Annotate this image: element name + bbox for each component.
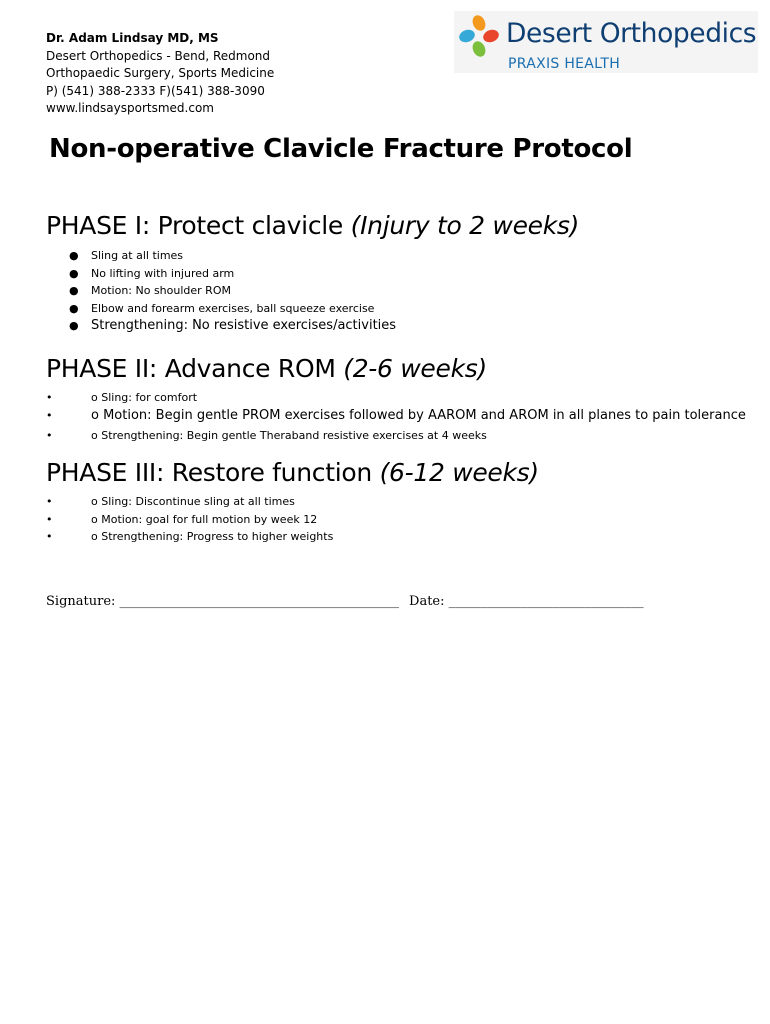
logo-cross-icon	[456, 13, 502, 59]
document-title: Non-operative Clavicle Fracture Protocol	[49, 134, 633, 164]
physician-name: Dr. Adam Lindsay MD, MS	[46, 31, 219, 45]
bullet-icon: ●	[69, 266, 79, 280]
list-item: • o Motion: goal for full motion by week 12	[46, 512, 318, 526]
phase-1-title: PHASE I: Protect clavicle	[46, 211, 351, 240]
logo-subtitle: PRAXIS HEALTH	[508, 56, 621, 72]
desert-orthopedics-logo	[454, 11, 758, 73]
bullet-icon: ●	[69, 284, 79, 297]
phase-3-list	[0, 495, 770, 548]
bullet-icon: ●	[69, 301, 79, 315]
phase-3-range: (6-12 weeks)	[379, 458, 539, 487]
phase-3-heading	[46, 458, 539, 487]
list-item: • o Strengthening: Begin gentle Theraband resistive exercises at 4 weeks	[46, 428, 487, 442]
list-item: ● Motion: No shoulder ROM	[69, 284, 231, 297]
list-item: ● Strengthening: No resistive exercises/activities	[69, 318, 397, 333]
list-item: • o Sling: Discontinue sling at all times	[46, 495, 295, 508]
phase-2-title: PHASE II: Advance ROM	[46, 354, 344, 383]
phase-1-list	[0, 249, 770, 339]
website-link[interactable]: www.lindsaysportsmed.com	[46, 101, 214, 115]
phase-1-range: (Injury to 2 weeks)	[350, 211, 580, 240]
contact-block	[46, 30, 274, 118]
list-item: • o Sling: for comfort	[46, 391, 198, 404]
logo-title: Desert Orthopedics	[506, 18, 757, 49]
phase-1-heading	[46, 211, 579, 240]
bullet-icon: •	[46, 530, 53, 543]
phone-fax: P) (541) 388-2333 F)(541) 388-3090	[46, 83, 265, 98]
list-item: ● Sling at all times	[69, 249, 184, 262]
practice-name: Desert Orthopedics - Bend, Redmond	[46, 48, 271, 63]
list-item: • o Strengthening: Progress to higher weights	[46, 530, 334, 543]
bullet-icon: •	[46, 512, 53, 526]
list-item: ● Elbow and forearm exercises, ball squeeze exercise	[69, 301, 375, 315]
bullet-icon: ●	[69, 249, 79, 262]
list-item: ● No lifting with injured arm	[69, 266, 235, 280]
bullet-icon: •	[46, 495, 53, 508]
signature-line	[46, 594, 644, 609]
bullet-icon: ●	[69, 319, 79, 332]
phase-3-title: PHASE III: Restore function	[46, 458, 380, 487]
bullet-icon: •	[46, 408, 53, 422]
bullet-icon: •	[46, 428, 53, 442]
bullet-icon: •	[46, 391, 53, 404]
signature-field[interactable]: Signature: ___________________________________________	[46, 594, 400, 609]
phase-2-range: (2-6 weeks)	[343, 354, 487, 383]
list-item: • o Motion: Begin gentle PROM exercises followed by AAROM and AROM in all planes to pain tolerance	[46, 407, 746, 423]
phase-2-heading	[46, 354, 487, 383]
phase-2-list	[0, 391, 770, 446]
date-field[interactable]: Date: ______________________________	[409, 594, 644, 609]
specialty: Orthopaedic Surgery, Sports Medicine	[46, 66, 275, 80]
